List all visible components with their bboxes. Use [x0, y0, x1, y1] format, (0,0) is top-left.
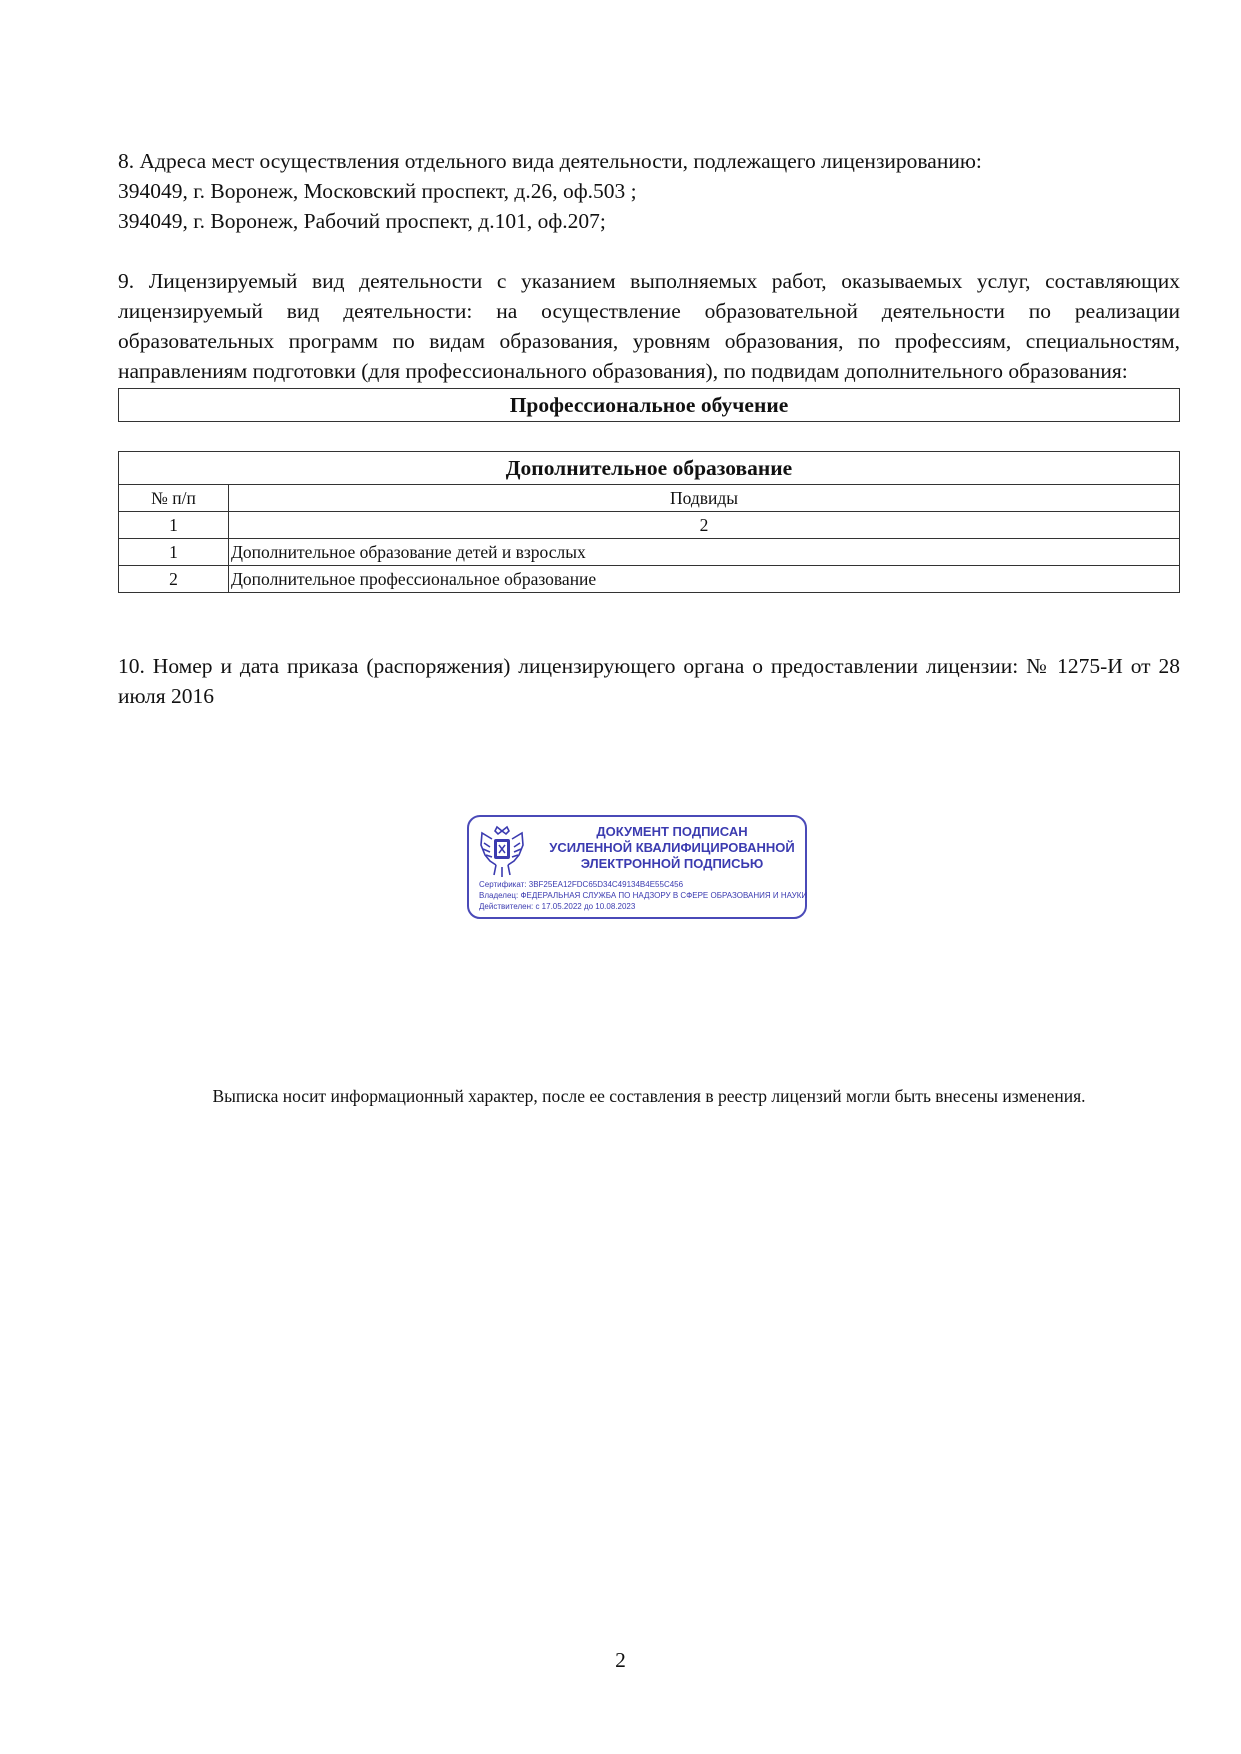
section-10-text: 10. Номер и дата приказа (распоряжения) лицензирующего органа о предоставлении лицензии: № 1275-И от 28 июля 2016 [118, 654, 1180, 708]
signature-stamp [467, 815, 807, 919]
professional-training-title: Профессиональное обучение [119, 389, 1180, 422]
row-num: 2 [119, 566, 229, 593]
table-row [119, 539, 1180, 566]
row-num: 1 [119, 539, 229, 566]
section-8-heading: 8. Адреса мест осуществления отдельного вида деятельности, подлежащего лицензированию: [118, 149, 982, 173]
stamp-line-3: ЭЛЕКТРОННОЙ ПОДПИСЬЮ [580, 856, 764, 871]
coat-of-arms-icon [478, 825, 526, 881]
page-number: 2 [615, 1648, 626, 1672]
professional-training-table [118, 388, 1180, 422]
additional-education-table [118, 451, 1180, 593]
stamp-owner: Владелец: ФЕДЕРАЛЬНАЯ СЛУЖБА ПО НАДЗОРУ В СФЕРЕ ОБРАЗОВАНИЯ И НАУКИ [479, 891, 808, 900]
col-subtypes-header: Подвиды [229, 485, 1180, 512]
address-2: 394049, г. Воронеж, Рабочий проспект, д.101, оф.207; [118, 209, 606, 233]
address-1: 394049, г. Воронеж, Московский проспект, д.26, оф.503 ; [118, 179, 637, 203]
row-name: Дополнительное профессиональное образование [229, 566, 1180, 593]
stamp-validity: Действителен: с 17.05.2022 до 10.08.2023 [479, 902, 636, 911]
stamp-line-1: ДОКУМЕНТ ПОДПИСАН [596, 824, 748, 839]
table-row [119, 566, 1180, 593]
stamp-certificate: Сертификат: 3BF25EA12FDC65D34C49134B4E55C456 [479, 880, 684, 889]
additional-education-title: Дополнительное образование [119, 452, 1180, 485]
section-9-text: 9. Лицензируемый вид деятельности с указанием выполняемых работ, оказываемых услуг, составляющих лицензируемый вид деятельности: на осуществление образовательной деятельности по реализации образовательных программ по видам образования, уровням образования, по профессиям, специальностям, направлениям подготовки (для профессионального образования), по подвидам дополнительного образования: [118, 269, 1180, 383]
row-name: Дополнительное образование детей и взрослых [229, 539, 1180, 566]
disclaimer-note: Выписка носит информационный характер, после ее составления в реестр лицензий могли быть внесены изменения. [212, 1086, 1086, 1106]
document-body [118, 146, 1180, 711]
col-num-header: № п/п [119, 485, 229, 512]
stamp-line-2: УСИЛЕННОЙ КВАЛИФИЦИРОВАННОЙ [549, 840, 795, 855]
index-cell-2: 2 [229, 512, 1180, 539]
index-cell-1: 1 [119, 512, 229, 539]
